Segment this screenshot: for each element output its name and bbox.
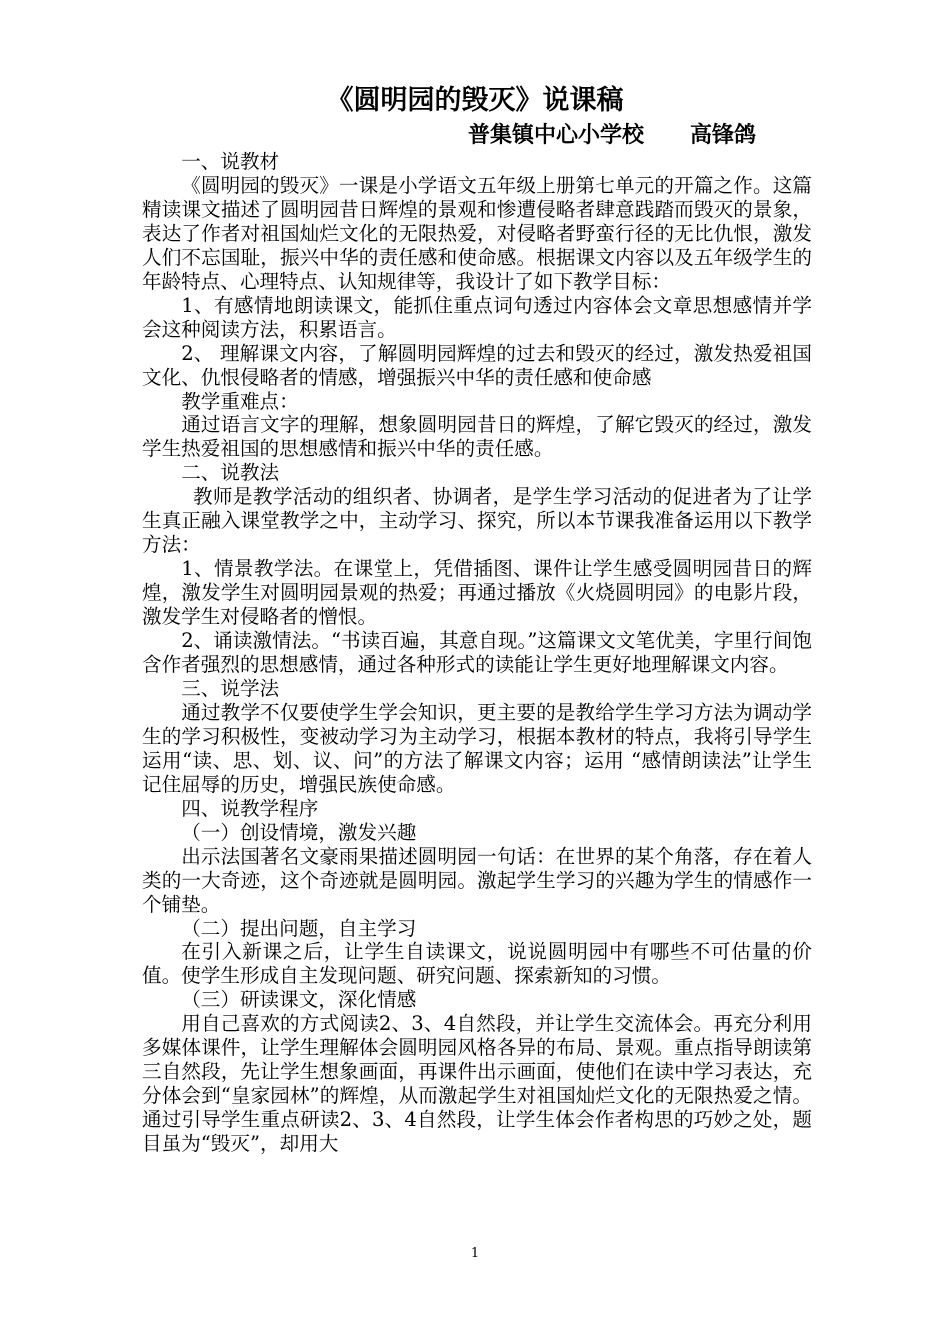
paragraph: 出示法国著名文豪雨果描述圆明园一句话：在世界的某个角落，存在着人类的一大奇迹，这个奇迹就是圆明园。激起学生学习的兴趣为学生的情感作一个铺垫。 — [142, 844, 812, 916]
section-heading-procedure: 四、说教学程序 — [181, 796, 319, 820]
section-heading-methods: 二、说教法 — [181, 461, 280, 485]
objective-item: 2、 理解课文内容，了解圆明园辉煌的过去和毁灭的经过，激发热爱祖国文化、仇恨侵略者的情感，增强振兴中华的责任感和使命感 — [142, 341, 812, 389]
step-heading: （一）创设情境，激发兴趣 — [181, 820, 417, 844]
paragraph: 用自己喜欢的方式阅读2、3、4自然段，并让学生交流体会。再充分利用多媒体课件，让学生理解体会圆明园风格各异的布局、景观。重点指导朗读第三自然段，先让学生想象画面，再课件出示画面，使他们在读中学习表达，充分体会到“皇家园林”的辉煌，从而激起学生对祖国灿烂文化的无限热爱之情。通过引导学生重点研读2、3、4自然段，让学生体会作者构思的巧妙之处，题目虽为“毁灭”，却用大 — [142, 1012, 812, 1156]
section-heading-learning: 三、说学法 — [181, 676, 280, 700]
method-item: 1、情景教学法。在课堂上，凭借插图、课件让学生感受圆明园昔日的辉煌，激发学生对圆明园景观的热爱；再通过播放《火烧圆明园》的电影片段，激发学生对侵略者的憎恨。 — [142, 557, 812, 629]
document-title: 《圆明园的毁灭》说课稿 — [326, 85, 624, 116]
author-line: 普集镇中心小学校 高锋鸽 — [468, 123, 756, 148]
step-heading: （二）提出问题，自主学习 — [181, 916, 417, 940]
objective-item: 1、有感情地朗读课文，能抓住重点词句透过内容体会文章思想感情并学会这种阅读方法，积累语言。 — [142, 293, 812, 341]
section-heading-textbook: 一、说教材 — [181, 150, 280, 173]
paragraph: 在引入新课之后，让学生自读课文，说说圆明园中有哪些不可估量的价值。使学生形成自主发现问题、研究问题、探索新知的习惯。 — [142, 940, 812, 988]
paragraph: 通过教学不仅要使学生学会知识，更主要的是教给学生学习方法为调动学生的学习积极性，变被动学习为主动学习，根据本教材的特点，我将引导学生运用“读、思、划、议、问”的方法了解课文内容；运用 “感情朗读法”让学生记住屈辱的历史，增强民族使命感。 — [142, 700, 812, 796]
paragraph: 通过语言文字的理解，想象圆明园昔日的辉煌，了解它毁灭的经过，激发学生热爱祖国的思想感情和振兴中华的责任感。 — [142, 413, 812, 461]
document-body — [142, 150, 812, 1156]
paragraph: 《圆明园的毁灭》一课是小学语文五年级上册第七单元的开篇之作。这篇精读课文描述了圆明园昔日辉煌的景观和惨遭侵略者肆意践踏而毁灭的景象，表达了作者对祖国灿烂文化的无限热爱，对侵略者野蛮行径的无比仇恨，激发人们不忘国耻，振兴中华的责任感和使命感。根据课文内容以及五年级学生的年龄特点、心理特点、认知规律等，我设计了如下教学目标： — [142, 173, 812, 293]
subheading-key-points: 教学重难点： — [181, 389, 299, 413]
method-item: 2、诵读激情法。“书读百遍，其意自现。”这篇课文文笔优美，字里行间饱含作者强烈的思想感情，通过各种形式的读能让学生更好地理解课文内容。 — [142, 629, 812, 677]
page-number: 1 — [470, 1246, 480, 1261]
step-heading: （三）研读课文，深化情感 — [181, 988, 417, 1012]
paragraph: 教师是教学活动的组织者、协调者，是学生学习活动的促进者为了让学生真正融入课堂教学之中，主动学习、探究，所以本节课我准备运用以下教学方法： — [142, 485, 812, 557]
